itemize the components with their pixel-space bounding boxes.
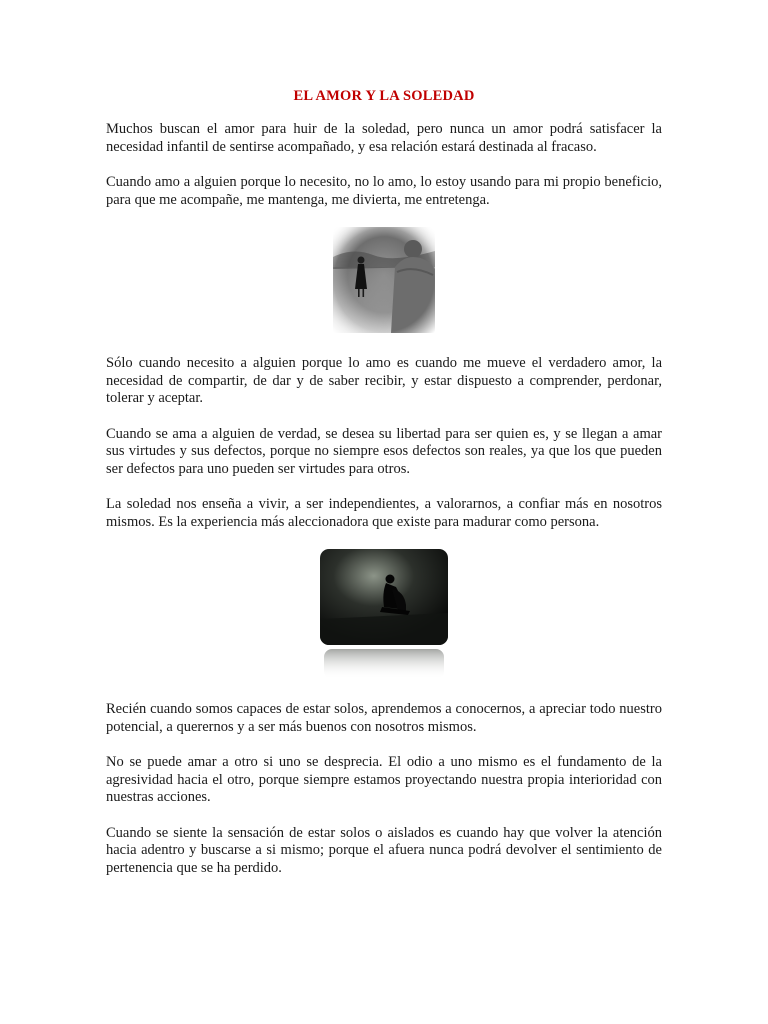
photo-couple-figure — [106, 227, 662, 333]
document-title: EL AMOR Y LA SOLEDAD — [293, 88, 475, 104]
paragraph: La soledad nos enseña a vivir, a ser independientes, a valorarnos, a confiar más en nosotros mismos. Es la experiencia más aleccionadora que existe para madurar como persona. — [106, 496, 662, 530]
paragraph: No se puede amar a otro si uno se desprecia. El odio a uno mismo es el fundamento de la agresividad hacia el otro, porque siempre estamos proyectando nuestra propia interioridad con nuestras acciones. — [106, 754, 662, 805]
paragraph: Muchos buscan el amor para huir de la soledad, pero nunca un amor podrá satisfacer la necesidad infantil de sentirse acompañado, y esa relación estará destinada al fracaso. — [106, 121, 662, 155]
photo-couple-image — [333, 227, 435, 333]
paragraph: Recién cuando somos capaces de estar solos, aprendemos a conocernos, a apreciar todo nuestro potencial, a querernos y a ser más buenos con nosotros mismos. — [106, 701, 662, 735]
paragraph: Cuando se ama a alguien de verdad, se desea su libertad para ser quien es, y se llegan a amar sus virtudes y sus defectos, porque no siempre esos defectos son reales, ya que los que pueden ser defectos para uno pueden ser virtudes para otros. — [106, 425, 662, 477]
photo-lonely-figure — [106, 549, 662, 679]
paragraph: Cuando se siente la sensación de estar solos o aislados es cuando hay que volver la atención hacia adentro y buscarse a si mismo; porque el afuera nunca podrá devolver el sentimiento de pertenencia que se ha perdido. — [106, 824, 662, 876]
photo-lonely-image — [320, 549, 448, 679]
paragraph: Sólo cuando necesito a alguien porque lo amo es cuando me mueve el verdadero amor, la necesidad de compartir, de dar y de saber recibir, y estar dispuesto a comprender, perdonar, tolerar y aceptar. — [106, 355, 662, 406]
paragraph: Cuando amo a alguien porque lo necesito, no lo amo, lo estoy usando para mi propio beneficio, para que me acompañe, me mantenga, me divierta, me entretenga. — [106, 174, 662, 208]
document-page — [106, 88, 662, 895]
